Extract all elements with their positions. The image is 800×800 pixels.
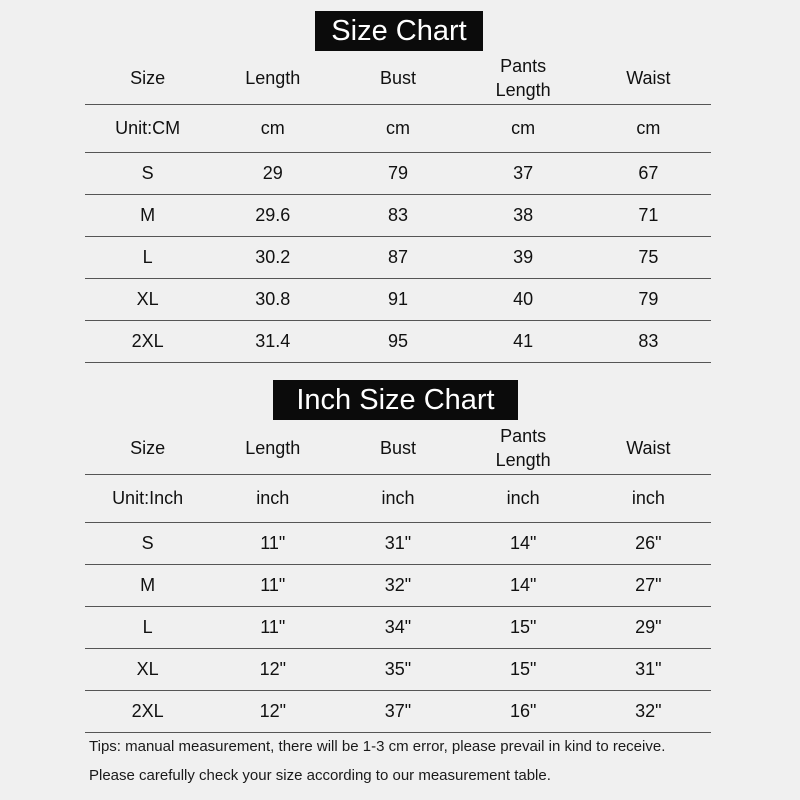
unit-cell: inch <box>461 474 586 522</box>
bust-cell: 35" <box>335 648 460 690</box>
size-cell: XL <box>85 648 210 690</box>
length-cell: 11" <box>210 606 335 648</box>
pants-length-cell: 37 <box>461 152 586 194</box>
size-cell: 2XL <box>85 690 210 732</box>
length-cell: 31.4 <box>210 320 335 362</box>
bust-cell: 95 <box>335 320 460 362</box>
bust-cell: 34" <box>335 606 460 648</box>
pants-length-cell: 15" <box>461 648 586 690</box>
unit-cell: cm <box>335 104 460 152</box>
inch-size-table <box>85 422 711 733</box>
unit-cell: cm <box>461 104 586 152</box>
header-size: Size <box>85 422 210 474</box>
size-cell: M <box>85 194 210 236</box>
pants-length-cell: 40 <box>461 278 586 320</box>
table-row <box>85 606 711 648</box>
size-cell: 2XL <box>85 320 210 362</box>
length-cell: 30.8 <box>210 278 335 320</box>
table-row <box>85 278 711 320</box>
waist-cell: 26" <box>586 522 711 564</box>
inch-chart-title: Inch Size Chart <box>273 380 518 420</box>
pants-length-cell: 14" <box>461 564 586 606</box>
table-row <box>85 194 711 236</box>
waist-cell: 29" <box>586 606 711 648</box>
measurement-tip: Tips: manual measurement, there will be 1-3 cm error, please prevail in kind to receive. <box>89 738 666 755</box>
length-cell: 11" <box>210 564 335 606</box>
header-waist: Waist <box>586 422 711 474</box>
header-size: Size <box>85 52 210 104</box>
bust-cell: 83 <box>335 194 460 236</box>
size-cell: S <box>85 152 210 194</box>
length-cell: 29 <box>210 152 335 194</box>
unit-row <box>85 474 711 522</box>
length-cell: 29.6 <box>210 194 335 236</box>
pants-length-cell: 15" <box>461 606 586 648</box>
size-cell: L <box>85 236 210 278</box>
size-check-note: Please carefully check your size according to our measurement table. <box>89 767 551 784</box>
bust-cell: 32" <box>335 564 460 606</box>
unit-cell: inch <box>210 474 335 522</box>
table-row <box>85 236 711 278</box>
header-pants-length: Pants Length <box>461 52 586 104</box>
header-bust: Bust <box>335 52 460 104</box>
bust-cell: 31" <box>335 522 460 564</box>
bust-cell: 91 <box>335 278 460 320</box>
pants-length-cell: 39 <box>461 236 586 278</box>
unit-label: Unit:CM <box>85 104 210 152</box>
size-cell: L <box>85 606 210 648</box>
header-length: Length <box>210 52 335 104</box>
header-pants-length: Pants Length <box>461 422 586 474</box>
unit-cell: inch <box>335 474 460 522</box>
length-cell: 30.2 <box>210 236 335 278</box>
size-cell: M <box>85 564 210 606</box>
bust-cell: 79 <box>335 152 460 194</box>
cm-size-table <box>85 52 711 363</box>
length-cell: 12" <box>210 690 335 732</box>
length-cell: 12" <box>210 648 335 690</box>
header-length: Length <box>210 422 335 474</box>
waist-cell: 83 <box>586 320 711 362</box>
pants-length-cell: 14" <box>461 522 586 564</box>
length-cell: 11" <box>210 522 335 564</box>
table-row <box>85 690 711 732</box>
header-waist: Waist <box>586 52 711 104</box>
bust-cell: 87 <box>335 236 460 278</box>
unit-cell: cm <box>210 104 335 152</box>
waist-cell: 31" <box>586 648 711 690</box>
pants-length-cell: 38 <box>461 194 586 236</box>
table-header-row <box>85 52 711 104</box>
unit-row <box>85 104 711 152</box>
waist-cell: 27" <box>586 564 711 606</box>
waist-cell: 32" <box>586 690 711 732</box>
table-row <box>85 522 711 564</box>
table-row <box>85 564 711 606</box>
cm-chart-title: Size Chart <box>315 11 483 51</box>
pants-length-cell: 41 <box>461 320 586 362</box>
table-header-row <box>85 422 711 474</box>
unit-label: Unit:Inch <box>85 474 210 522</box>
pants-length-cell: 16" <box>461 690 586 732</box>
size-cell: XL <box>85 278 210 320</box>
header-bust: Bust <box>335 422 460 474</box>
table-row <box>85 648 711 690</box>
size-cell: S <box>85 522 210 564</box>
waist-cell: 67 <box>586 152 711 194</box>
waist-cell: 79 <box>586 278 711 320</box>
unit-cell: inch <box>586 474 711 522</box>
bust-cell: 37" <box>335 690 460 732</box>
unit-cell: cm <box>586 104 711 152</box>
waist-cell: 75 <box>586 236 711 278</box>
table-row <box>85 320 711 362</box>
waist-cell: 71 <box>586 194 711 236</box>
table-row <box>85 152 711 194</box>
